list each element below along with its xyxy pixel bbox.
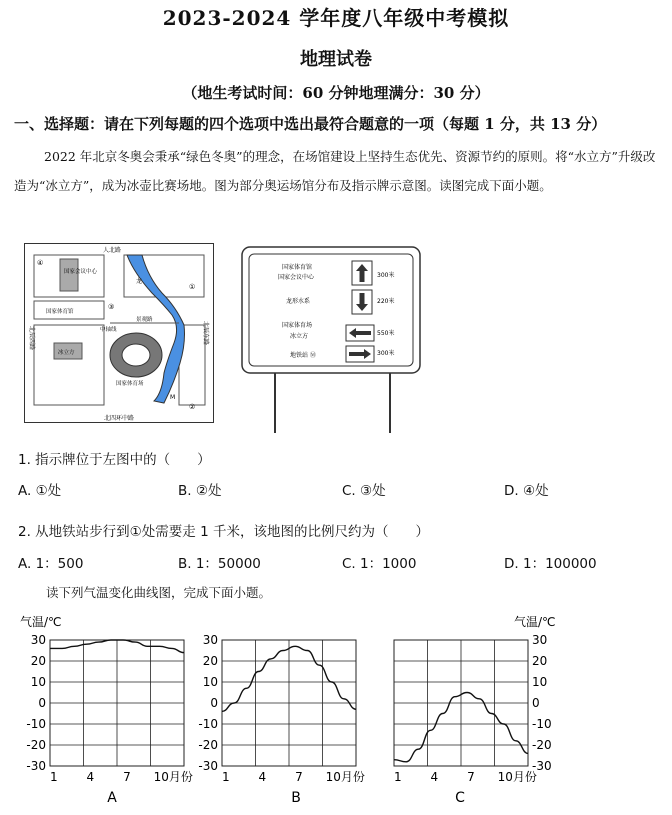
y-tick-label: -20 bbox=[532, 738, 552, 752]
question-1-stem: 1. 指示牌位于左图中的（ ） bbox=[18, 452, 211, 468]
y-tick-label: 0 bbox=[210, 696, 218, 710]
y-tick-label: 30 bbox=[532, 633, 548, 647]
chart-title-B: B bbox=[291, 790, 301, 806]
map-road-middle: 景观路 bbox=[136, 317, 153, 323]
x-tick-label: 7 bbox=[467, 770, 475, 784]
map-marker-3: ③ bbox=[108, 303, 115, 311]
question-1-option-b[interactable]: B. ②处 bbox=[178, 483, 222, 499]
x-tick-label: 4 bbox=[258, 770, 267, 784]
question-2-option-d[interactable]: D. 1：100000 bbox=[504, 556, 597, 572]
y-tick-label: -30 bbox=[26, 759, 46, 773]
map-label-cube: 冰立方 bbox=[58, 350, 75, 356]
y-tick-label: 10 bbox=[202, 675, 218, 689]
sign-row2-line1: 龙形水系 bbox=[286, 298, 311, 305]
x-tick-label: 10月份 bbox=[497, 770, 537, 784]
sign-row1-line2: 国家会议中心 bbox=[278, 274, 315, 281]
map-road-center: 中轴线 bbox=[100, 327, 117, 333]
arrow-left-icon bbox=[346, 325, 374, 341]
y-tick-label: -10 bbox=[532, 717, 552, 731]
map-road-left: 北辰西路 bbox=[28, 326, 35, 351]
y-tick-label: 0 bbox=[532, 696, 540, 710]
map-marker-2: ② bbox=[189, 403, 196, 411]
exam-note: （地生考试时间：60 分钟地理满分：30 分） bbox=[182, 84, 490, 102]
x-tick-label: 7 bbox=[123, 770, 131, 784]
question-1-option-c[interactable]: C. ③处 bbox=[342, 483, 386, 499]
x-tick-label: 4 bbox=[86, 770, 95, 784]
reading-prompt-2: 读下列气温变化曲线图，完成下面小题。 bbox=[46, 585, 272, 600]
question-2-option-a[interactable]: A. 1：500 bbox=[18, 556, 84, 572]
x-tick-label: 1 bbox=[50, 770, 58, 784]
y-tick-label: 0 bbox=[38, 696, 46, 710]
arrow-down-icon bbox=[352, 290, 372, 314]
map-road-right: 北辰东路 bbox=[202, 321, 209, 346]
question-2-option-b[interactable]: B. 1：50000 bbox=[178, 556, 261, 572]
sign-row3-line1: 国家体育场 bbox=[282, 322, 313, 329]
map-road-top: 人北路 bbox=[102, 247, 122, 254]
reading-passage: 2022 年北京冬奥会秉承“绿色冬奥”的理念，在场馆建设上坚持生态优先、资源节约的原则。将“水立方”升级改造为“冰立方”，成为冰壶比赛场地。图为部分奥运场馆分布及指示牌示意图。读图完成下面小题。 bbox=[14, 149, 656, 193]
x-tick-label: 1 bbox=[222, 770, 230, 784]
x-tick-label: 4 bbox=[430, 770, 439, 784]
y-tick-label: -20 bbox=[198, 738, 218, 752]
y-tick-label: 30 bbox=[202, 633, 218, 647]
y-tick-label: -30 bbox=[532, 759, 552, 773]
arrow-up-icon bbox=[352, 261, 372, 285]
map-label-conference: 国家会议中心 bbox=[64, 269, 98, 275]
page-title: 2023-2024 学年度八年级中考模拟 bbox=[162, 6, 510, 30]
y-axis-label: 气温/℃ bbox=[20, 615, 62, 629]
temperature-charts bbox=[0, 610, 672, 810]
map-label-stadium: 国家体育场 bbox=[116, 381, 144, 387]
arrow-right-icon bbox=[346, 346, 374, 362]
olympic-venue-map bbox=[24, 243, 214, 423]
question-1-option-d[interactable]: D. ④处 bbox=[504, 483, 549, 499]
sign-row3-line2: 冰立方 bbox=[290, 333, 309, 340]
chart-title-C: C bbox=[455, 790, 465, 806]
y-tick-label: 10 bbox=[532, 675, 548, 689]
y-tick-label: 20 bbox=[202, 654, 218, 668]
direction-signboard bbox=[240, 245, 425, 435]
map-marker-4: ④ bbox=[37, 259, 44, 267]
map-label-lake: 龙 bbox=[136, 278, 143, 285]
y-tick-label: -10 bbox=[198, 717, 218, 731]
x-tick-label: 10月份 bbox=[153, 770, 193, 784]
question-2-option-c[interactable]: C. 1：1000 bbox=[342, 556, 417, 572]
section-heading: 一、选择题：请在下列每题的四个选项中选出最符合题意的一项（每题 1 分，共 13 分） bbox=[14, 115, 607, 133]
y-axis-label: 气温/℃ bbox=[514, 615, 556, 629]
map-marker-1: ① bbox=[189, 283, 196, 291]
page-subtitle: 地理试卷 bbox=[300, 49, 372, 70]
y-tick-label: -20 bbox=[26, 738, 46, 752]
sign-row1-line1: 国家体育馆 bbox=[282, 264, 313, 271]
map-label-gym: 国家体育馆 bbox=[46, 309, 74, 315]
y-tick-label: 20 bbox=[30, 654, 46, 668]
question-1-option-a[interactable]: A. ①处 bbox=[18, 483, 62, 499]
x-tick-label: 10月份 bbox=[325, 770, 365, 784]
sign-row2-dist: 220米 bbox=[377, 298, 395, 305]
sign-row4-line1: 地铁站 Ⓜ bbox=[290, 352, 316, 359]
y-tick-label: -30 bbox=[198, 759, 218, 773]
y-tick-label: 20 bbox=[532, 654, 548, 668]
chart-title-A: A bbox=[107, 790, 117, 806]
sign-row3-dist: 550米 bbox=[377, 330, 395, 337]
y-tick-label: -10 bbox=[26, 717, 46, 731]
x-tick-label: 1 bbox=[394, 770, 402, 784]
y-tick-label: 10 bbox=[30, 675, 46, 689]
map-road-bottom: 北四环中路 bbox=[103, 415, 135, 422]
sign-row1-dist: 300米 bbox=[377, 272, 395, 279]
sign-row4-dist: 300米 bbox=[377, 350, 395, 357]
question-2-stem: 2. 从地铁站步行到①处需要走 1 千米，该地图的比例尺约为（ ） bbox=[18, 524, 429, 540]
y-tick-label: 30 bbox=[30, 633, 46, 647]
map-metro-icon: M bbox=[170, 394, 176, 401]
x-tick-label: 7 bbox=[295, 770, 303, 784]
